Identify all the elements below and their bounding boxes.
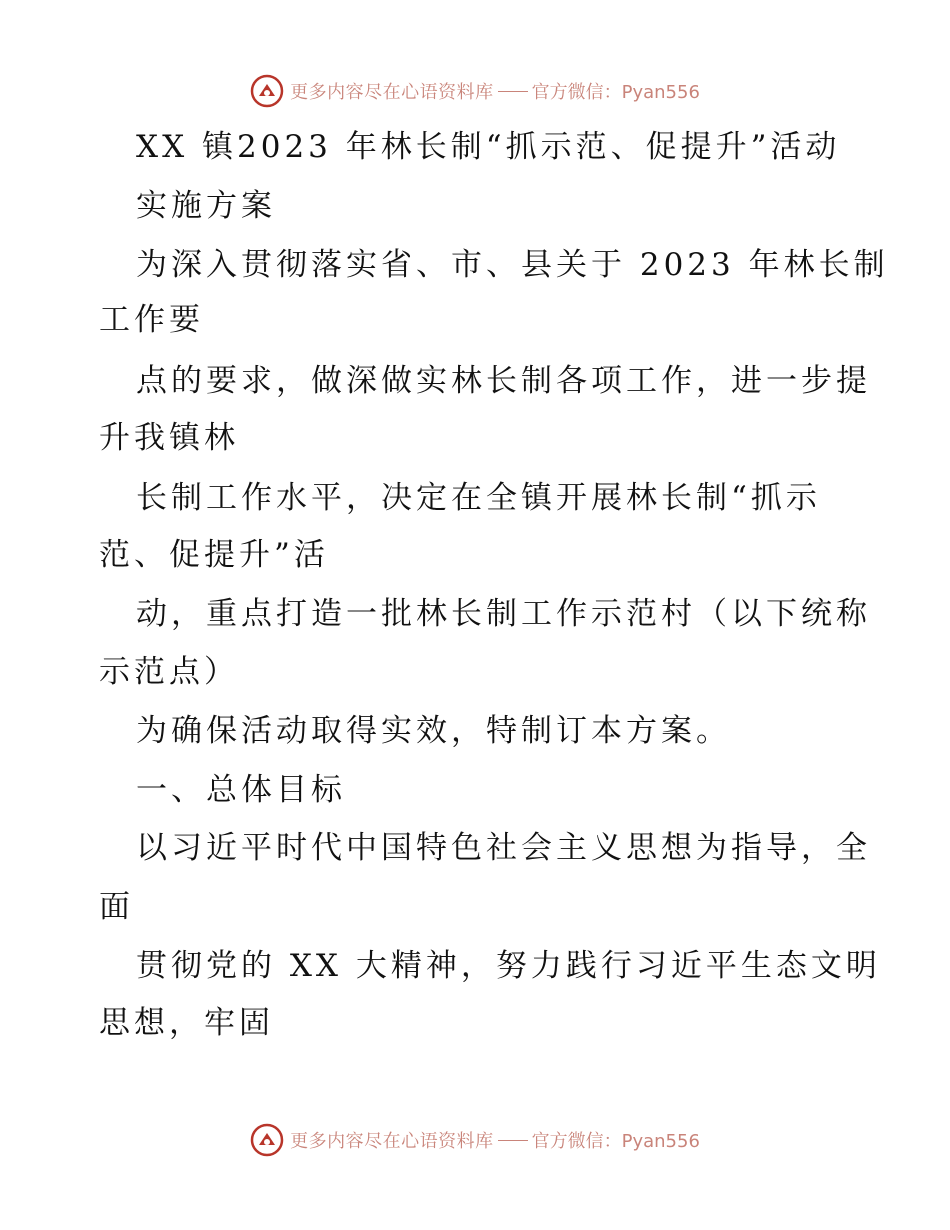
- paragraph-line: 动，重点打造一批林长制工作示范村（以下统称: [136, 596, 871, 632]
- watermark-wechat: 官方微信：Pyan556: [531, 1131, 700, 1152]
- paragraph-line: 思想，牢固: [99, 1005, 274, 1041]
- title-line-1: XX 镇2023 年林长制“抓示范、促提升”活动: [136, 129, 841, 165]
- header-watermark: [0, 71, 950, 111]
- paragraph-line: 工作要: [99, 302, 204, 338]
- paragraph-line: 贯彻党的 XX 大精神，努力践行习近平生态文明: [136, 948, 881, 984]
- paragraph-line: 点的要求，做深做实林长制各项工作，进一步提: [136, 363, 871, 399]
- paragraph-line: 长制工作水平，决定在全镇开展林长制“抓示: [136, 480, 821, 516]
- book-logo-icon: [250, 74, 284, 108]
- paragraph-line: 为深入贯彻落实省、市、县关于 2023 年林长制: [136, 247, 889, 283]
- paragraph-line: 范、促提升”活: [99, 537, 329, 573]
- section-heading: 一、总体目标: [136, 772, 346, 808]
- paragraph-line: 面: [99, 889, 134, 925]
- watermark-divider: [498, 91, 528, 92]
- watermark-wechat: 官方微信：Pyan556: [531, 82, 700, 103]
- watermark-text: 更多内容尽在心语资料库: [290, 1131, 494, 1152]
- paragraph-line: 以习近平时代中国特色社会主义思想为指导，全: [136, 830, 871, 866]
- watermark-text: 更多内容尽在心语资料库: [290, 82, 494, 103]
- paragraph-line: 为确保活动取得实效，特制订本方案。: [136, 713, 731, 749]
- book-logo-icon: [250, 1123, 284, 1157]
- watermark-divider: [498, 1140, 528, 1141]
- paragraph-line: 示范点）: [99, 654, 239, 690]
- footer-watermark: [0, 1120, 950, 1160]
- title-line-2: 实施方案: [136, 188, 276, 224]
- paragraph-line: 升我镇林: [99, 420, 239, 456]
